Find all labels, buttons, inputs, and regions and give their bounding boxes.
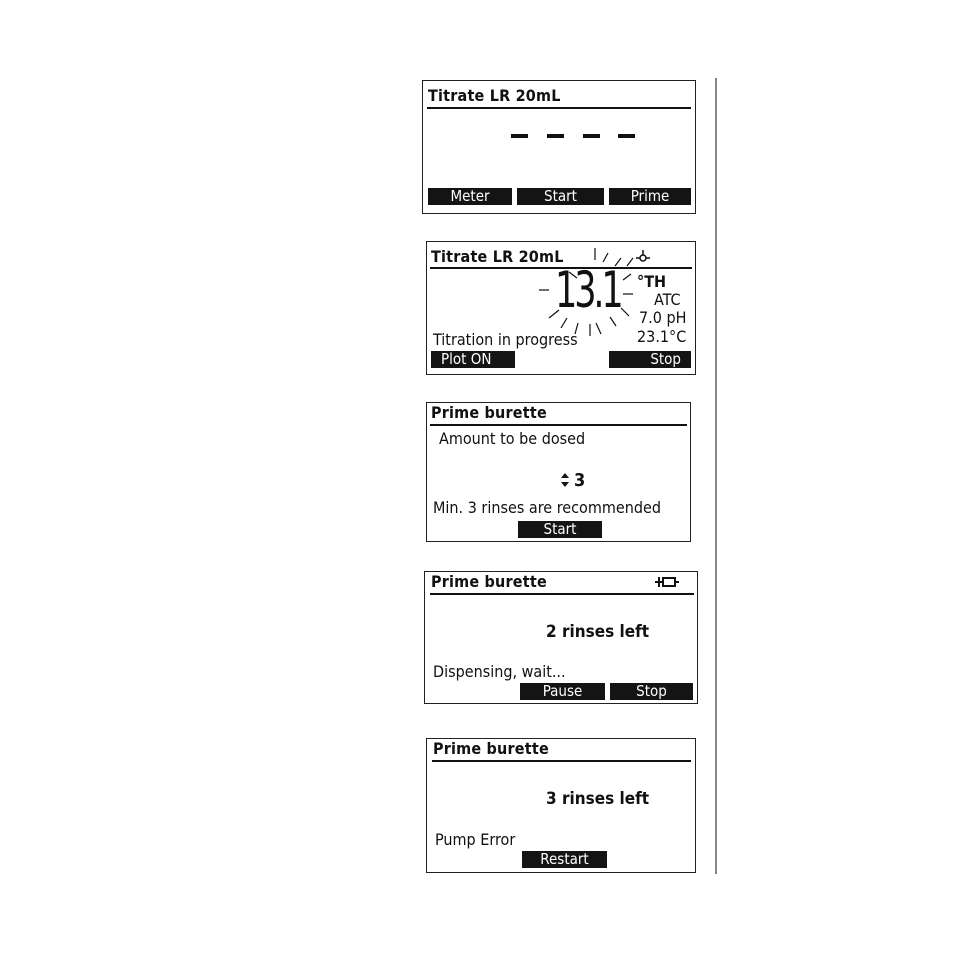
meter-button[interactable]: Meter — [428, 188, 512, 205]
up-down-arrows-icon[interactable] — [560, 472, 570, 488]
stop-button[interactable]: Stop — [610, 683, 693, 700]
dash — [547, 134, 564, 138]
unit-label: °TH — [637, 272, 667, 291]
titration-value: 13.1 — [555, 261, 621, 319]
screen-prime-error — [426, 738, 696, 873]
screen-titrate-idle — [422, 80, 696, 214]
rinses-left-text: 2 rinses left — [546, 622, 650, 642]
screen-titration-progress — [426, 241, 696, 375]
atc-label: ATC — [654, 290, 681, 309]
dash — [618, 134, 635, 138]
screen-prime-dispensing — [424, 571, 698, 704]
ph-reading: 7.0 pH — [639, 308, 687, 327]
title-underline — [430, 593, 694, 595]
title-underline — [427, 107, 691, 109]
status-text: Dispensing, wait... — [433, 662, 566, 681]
start-button[interactable]: Start — [518, 521, 602, 538]
prime-button[interactable]: Prime — [609, 188, 691, 205]
screen-title: Prime burette — [433, 739, 549, 758]
restart-button[interactable]: Restart — [522, 851, 607, 868]
plot-on-button[interactable]: Plot ON — [431, 351, 515, 368]
rinses-left-text: 3 rinses left — [546, 789, 650, 809]
error-text: Pump Error — [435, 830, 516, 849]
recommendation-text: Min. 3 rinses are recommended — [433, 498, 662, 517]
start-button[interactable]: Start — [517, 188, 604, 205]
screen-title: Titrate LR 20mL — [428, 86, 561, 105]
screen-title: Prime burette — [431, 403, 547, 422]
status-text: Titration in progress — [433, 330, 578, 349]
screen-title: Prime burette — [431, 572, 547, 591]
amount-label: Amount to be dosed — [439, 429, 586, 448]
syringe-icon — [654, 575, 680, 589]
reading-placeholder — [511, 133, 635, 139]
screen-title: Titrate LR 20mL — [431, 247, 564, 266]
dash — [583, 134, 600, 138]
rinse-count-value[interactable]: 3 — [574, 470, 586, 491]
screen-prime-setup — [426, 402, 691, 542]
stop-button[interactable]: Stop — [609, 351, 691, 368]
dash — [511, 134, 528, 138]
title-underline — [432, 760, 691, 762]
page-divider-line — [715, 78, 717, 874]
temperature-reading: 23.1°C — [637, 327, 687, 346]
title-underline — [430, 424, 687, 426]
pause-button[interactable]: Pause — [520, 683, 605, 700]
